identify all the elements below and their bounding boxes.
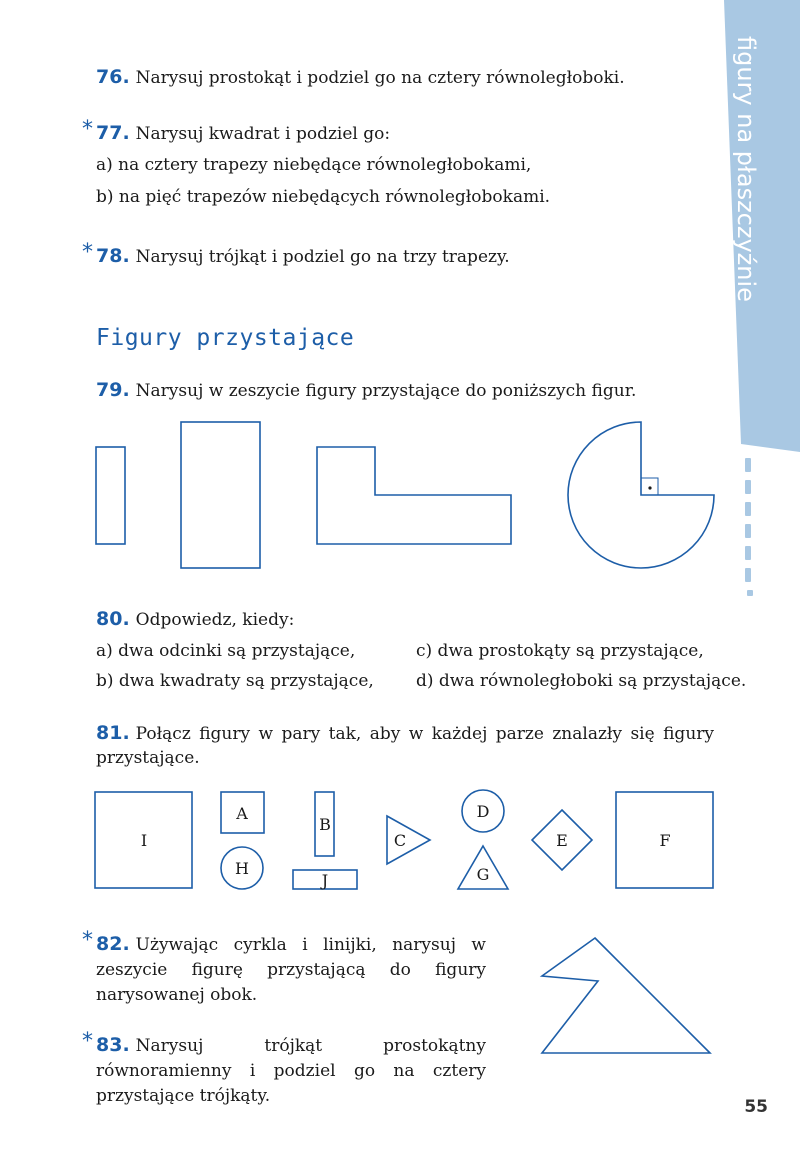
fig79-l-shape (317, 447, 511, 544)
task-78 (96, 245, 510, 268)
task-77-number: 77. (96, 122, 130, 144)
task-81-number: 81. (96, 722, 130, 744)
task-82 (96, 932, 486, 1008)
task-78-number: 78. (96, 245, 130, 267)
label-A: A (236, 804, 248, 823)
fig79-circle-sector (568, 422, 714, 568)
task-83 (96, 1033, 486, 1109)
task-83-text: Narysuj trójkąt prostokątny równoramienny i podziel go na cztery przystające trójkąty. (96, 1036, 486, 1106)
fig79-tall-rectangle (181, 422, 260, 568)
task-76 (96, 66, 625, 89)
task-83-number: 83. (96, 1034, 130, 1056)
fig79-narrow-rectangle (96, 447, 125, 544)
task-79-text: Narysuj w zeszycie figury przystające do poniższych figur. (135, 381, 637, 401)
label-J: J (321, 871, 329, 890)
task-82-text: Używając cyrkla i linijki, narysuj w zeszycie figurę przystającą do figury narysowanej obok. (96, 935, 486, 1005)
label-C: C (393, 831, 407, 850)
right-angle-dot (648, 486, 651, 489)
task-80-number: 80. (96, 608, 130, 630)
task-77-text: Narysuj kwadrat i podziel go: (135, 124, 391, 144)
task-76-number: 76. (96, 66, 130, 88)
label-E: E (556, 831, 568, 850)
side-tab-label: figury na płaszczyźnie (732, 36, 760, 302)
task-80-c: c) dwa prostokąty są przystające, (416, 641, 704, 661)
task-80 (96, 608, 294, 631)
fig82-shape (542, 938, 710, 1053)
task-81-text: Połącz figury w pary tak, aby w każdej parze znalazły się figury przystające. (96, 724, 714, 768)
task-80-a: a) dwa odcinki są przystające, (96, 641, 356, 661)
task-83-star: * (82, 1029, 93, 1054)
label-H: H (235, 859, 249, 878)
label-B: B (319, 815, 331, 834)
section-title: Figury przystające (96, 325, 355, 351)
task-82-star: * (82, 928, 93, 953)
task-76-text: Narysuj prostokąt i podziel go na cztery równoległoboki. (135, 68, 625, 88)
task-80-text: Odpowiedz, kiedy: (135, 610, 295, 630)
task-79 (96, 379, 636, 402)
task-77-a: a) na cztery trapezy niebędące równoległobokami, (96, 155, 532, 175)
task-80-b: b) dwa kwadraty są przystające, (96, 671, 374, 691)
side-tab-dashes (745, 458, 753, 596)
task-82-number: 82. (96, 933, 130, 955)
label-D: D (476, 802, 490, 821)
label-G: G (476, 865, 490, 884)
task-77 (96, 122, 390, 145)
task-78-star: * (82, 240, 93, 265)
task-80-d: d) dwa równoległoboki są przystające. (416, 671, 747, 691)
label-F: F (659, 831, 671, 850)
task-81 (96, 721, 714, 770)
task-77-b: b) na pięć trapezów niebędących równoległobokami. (96, 187, 551, 207)
task-78-text: Narysuj trójkąt i podziel go na trzy trapezy. (135, 247, 510, 267)
page-number: 55 (744, 1097, 768, 1117)
task-77-star: * (82, 117, 93, 142)
task-79-number: 79. (96, 379, 130, 401)
label-I: I (140, 831, 148, 850)
